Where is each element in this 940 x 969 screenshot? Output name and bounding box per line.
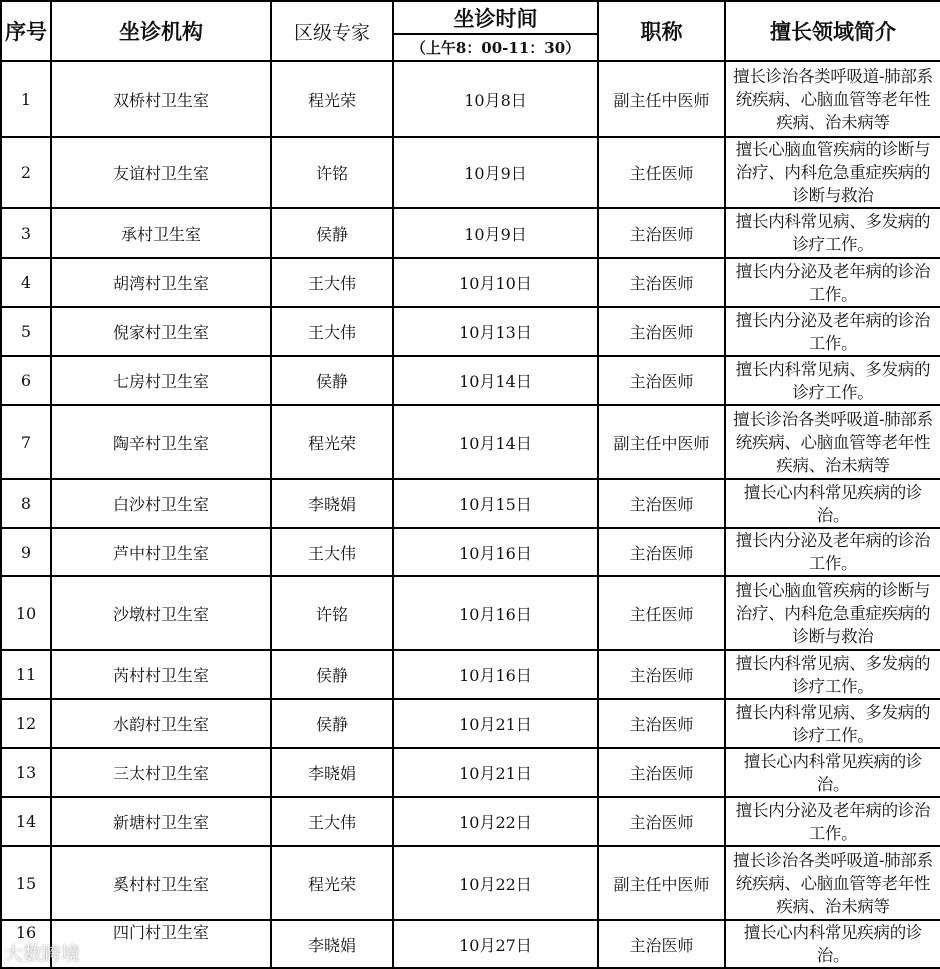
row-specialty: 擅长心脑血管疾病的诊断与治疗、内科危急重症疾病的诊断与救治: [725, 576, 940, 650]
row-index: 14: [1, 797, 51, 846]
table-row: [1, 356, 940, 405]
row-institution: 芦中村卫生室: [51, 528, 271, 576]
row-specialty: 擅长心内科常见疾病的诊治。: [725, 748, 940, 797]
row-expert: 李晓娟: [271, 920, 393, 968]
row-title: 主治医师: [598, 748, 725, 797]
row-institution: 倪家村卫生室: [51, 307, 271, 356]
row-expert: 王大伟: [271, 797, 393, 846]
row-institution: 承村卫生室: [51, 208, 271, 258]
row-index: 5: [1, 307, 51, 356]
table-row: [1, 920, 940, 968]
row-index: 2: [1, 137, 51, 208]
row-expert: 李晓娟: [271, 479, 393, 528]
table-row: [1, 748, 940, 797]
row-date: 10月9日: [393, 208, 598, 258]
row-title: 副主任中医师: [598, 846, 725, 920]
row-index: 12: [1, 699, 51, 748]
table-row: [1, 307, 940, 356]
row-expert: 王大伟: [271, 528, 393, 576]
row-title: 副主任中医师: [598, 61, 725, 137]
row-index: 15: [1, 846, 51, 920]
row-institution: 新塘村卫生室: [51, 797, 271, 846]
row-index: 1: [1, 61, 51, 137]
table-row: [1, 846, 940, 920]
header-title: 职称: [598, 1, 725, 61]
row-date: 10月13日: [393, 307, 598, 356]
row-date: 10月14日: [393, 405, 598, 479]
row-title: 副主任中医师: [598, 405, 725, 479]
row-index: 8: [1, 479, 51, 528]
row-expert: 侯静: [271, 650, 393, 699]
row-specialty: 擅长诊治各类呼吸道-肺部系统疾病、心脑血管等老年性疾病、治未病等: [725, 61, 940, 137]
table-row: [1, 699, 940, 748]
table-row: [1, 576, 940, 650]
row-expert: 许铭: [271, 137, 393, 208]
row-institution: 奚村村卫生室: [51, 846, 271, 920]
row-date: 10月16日: [393, 650, 598, 699]
table-row: [1, 137, 940, 208]
row-specialty: 擅长诊治各类呼吸道-肺部系统疾病、心脑血管等老年性疾病、治未病等: [725, 846, 940, 920]
header-index: 序号: [1, 1, 51, 61]
row-date: 10月21日: [393, 748, 598, 797]
row-specialty: 擅长心脑血管疾病的诊断与治疗、内科危急重症疾病的诊断与救治: [725, 137, 940, 208]
row-date: 10月9日: [393, 137, 598, 208]
row-date: 10月14日: [393, 356, 598, 405]
row-specialty: 擅长内科常见病、多发病的诊疗工作。: [725, 356, 940, 405]
row-specialty: 擅长心内科常见疾病的诊治。: [725, 479, 940, 528]
watermark: 大数跨境: [4, 943, 81, 965]
row-specialty: 擅长内分泌及老年病的诊治工作。: [725, 797, 940, 846]
row-title: 主治医师: [598, 528, 725, 576]
row-expert: 程光荣: [271, 61, 393, 137]
row-specialty: 擅长内分泌及老年病的诊治工作。: [725, 307, 940, 356]
row-title: 主治医师: [598, 208, 725, 258]
row-title: 主治医师: [598, 479, 725, 528]
row-expert: 侯静: [271, 356, 393, 405]
row-index: 6: [1, 356, 51, 405]
table-row: [1, 797, 940, 846]
row-expert: 侯静: [271, 699, 393, 748]
row-index: 10: [1, 576, 51, 650]
row-institution: 陶辛村卫生室: [51, 405, 271, 479]
header-time-sub: （上午8：00-11：30）: [393, 34, 598, 61]
row-specialty: 擅长内科常见病、多发病的诊疗工作。: [725, 650, 940, 699]
row-index: 9: [1, 528, 51, 576]
row-specialty: 擅长内分泌及老年病的诊治工作。: [725, 528, 940, 576]
row-index: 16: [1, 920, 51, 968]
row-date: 10月16日: [393, 576, 598, 650]
header-institution: 坐诊机构: [51, 1, 271, 61]
table-row: [1, 405, 940, 479]
row-institution: 三太村卫生室: [51, 748, 271, 797]
row-institution: 友谊村卫生室: [51, 137, 271, 208]
row-expert: 王大伟: [271, 258, 393, 307]
row-expert: 许铭: [271, 576, 393, 650]
table-row: [1, 61, 940, 137]
row-specialty: 擅长诊治各类呼吸道-肺部系统疾病、心脑血管等老年性疾病、治未病等: [725, 405, 940, 479]
row-expert: 程光荣: [271, 846, 393, 920]
row-institution: 胡湾村卫生室: [51, 258, 271, 307]
row-title: 主治医师: [598, 699, 725, 748]
row-institution: 四门村卫生室: [51, 920, 271, 968]
header-specialty: 擅长领域简介: [725, 1, 940, 61]
row-institution: 水韵村卫生室: [51, 699, 271, 748]
header-time: 坐诊时间: [393, 1, 598, 34]
row-institution: 七房村卫生室: [51, 356, 271, 405]
row-specialty: 擅长内科常见病、多发病的诊疗工作。: [725, 699, 940, 748]
row-institution: 白沙村卫生室: [51, 479, 271, 528]
row-date: 10月22日: [393, 846, 598, 920]
row-expert: 李晓娟: [271, 748, 393, 797]
row-title: 主治医师: [598, 797, 725, 846]
row-specialty: 擅长心内科常见疾病的诊治。: [725, 920, 940, 968]
row-expert: 侯静: [271, 208, 393, 258]
row-date: 10月10日: [393, 258, 598, 307]
row-specialty: 擅长内科常见病、多发病的诊疗工作。: [725, 208, 940, 258]
row-title: 主治医师: [598, 650, 725, 699]
row-expert: 王大伟: [271, 307, 393, 356]
row-date: 10月27日: [393, 920, 598, 968]
row-title: 主治医师: [598, 920, 725, 968]
row-title: 主治医师: [598, 258, 725, 307]
table-row: [1, 258, 940, 307]
table-row: [1, 528, 940, 576]
row-date: 10月22日: [393, 797, 598, 846]
row-title: 主治医师: [598, 356, 725, 405]
row-title: 主任医师: [598, 137, 725, 208]
row-date: 10月16日: [393, 528, 598, 576]
row-index: 7: [1, 405, 51, 479]
row-date: 10月8日: [393, 61, 598, 137]
row-index: 11: [1, 650, 51, 699]
row-date: 10月15日: [393, 479, 598, 528]
row-index: 3: [1, 208, 51, 258]
row-title: 主治医师: [598, 307, 725, 356]
row-institution: 双桥村卫生室: [51, 61, 271, 137]
table-row: [1, 650, 940, 699]
row-institution: 芮村村卫生室: [51, 650, 271, 699]
row-institution: 沙墩村卫生室: [51, 576, 271, 650]
row-expert: 程光荣: [271, 405, 393, 479]
row-title: 主任医师: [598, 576, 725, 650]
row-index: 4: [1, 258, 51, 307]
header-expert: 区级专家: [271, 1, 393, 61]
row-specialty: 擅长内分泌及老年病的诊治工作。: [725, 258, 940, 307]
table-row: [1, 479, 940, 528]
row-index: 13: [1, 748, 51, 797]
row-date: 10月21日: [393, 699, 598, 748]
table-row: [1, 208, 940, 258]
